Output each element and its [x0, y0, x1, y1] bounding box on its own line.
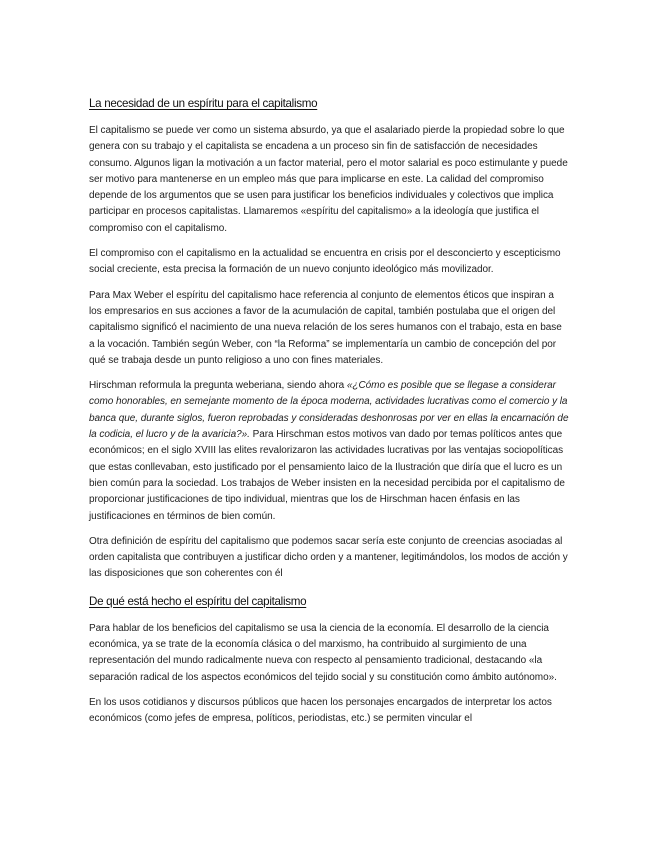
paragraph-hirschman [89, 378, 569, 525]
text-run: Para Hirschman estos motivos van dado por temas políticos antes que económicos; en el siglo XVIII las elites revalorizaron las actividades lucrativas por las ventajas sociopolíticas que estas conllevaban, esto justificado por el pensamiento laico de la Ilustración que diría que el lucro es un bien común para la sociedad. Los trabajos de Weber insisten en la necesidad percibida por el capitalismo de proporcionar justificaciones de tipo individual, mientras que los de Hirschman hacen énfasis en las justificaciones en términos de bien común. [89, 429, 565, 522]
paragraph: El compromiso con el capitalismo en la actualidad se encuentra en crisis por el desconcierto y escepticismo social creciente, esta precisa la formación de un nuevo conjunto ideológico más movilizador. [89, 248, 561, 276]
paragraph: El capitalismo se puede ver como un sistema absurdo, ya que el asalariado pierde la propiedad sobre lo que genera con su trabajo y el capitalista se encadena a un proceso sin fin de satisfacción de necesidades consumo. Algunos ligan la motivación a un factor material, pero el motor salarial es poco estimulante y puede ser motivo para mantenerse en un empleo más que para implicarse en este. La calidad del compromiso depende de los argumentos que se usen para justificar los beneficios individuales y colectivos que implica participar en procesos capitalistas. Llamaremos «espíritu del capitalismo» a la ideología que justifica el compromiso con el capitalismo. [89, 125, 568, 234]
paragraph: Otra definición de espíritu del capitalismo que podemos sacar sería este conjunto de creencias asociadas al orden capitalista que contribuyen a justificar dicho orden y a mantener, legitimándolos, los modos de acción y las disposiciones que son coherentes con él [89, 535, 568, 580]
section-title-necesidad: La necesidad de un espíritu para el capitalismo [89, 97, 318, 110]
paragraph: Para Max Weber el espíritu del capitalismo hace referencia al conjunto de elementos éticos que inspiran a los empresarios en sus acciones a favor de la acumulación de capital, también postulaba que el origen del capitalismo significó el nacimiento de una nueva relación de los seres humanos con el trabajo, esta en base a la vocación. También según Weber, con “la Reforma” se implementaría un cambio de concepción del por qué se trabaja desde un punto religioso a uno con fines materiales. [89, 289, 562, 366]
section-title-de-que-esta-hecho: De qué está hecho el espíritu del capitalismo [89, 594, 307, 608]
paragraph: En los usos cotidianos y discursos públicos que hacen los personajes encargados de interpretar los actos económicos (como jefes de empresa, políticos, periodistas, etc.) se permiten vincular el [89, 696, 552, 725]
text-run: Hirschman reformula la pregunta weberiana, siendo ahora [89, 380, 347, 392]
hirschman-quote: «¿Cómo es posible que se llegase a considerar como honorables, en semejante momento de la época moderna, actividades lucrativas como el comercio y la banca que, durante siglos, fueron reprobadas y consideradas deshonrosas por ver en ellas la encarnación de la codicia, el lucro y de la avaricia?». [89, 380, 569, 441]
document-page [89, 95, 569, 737]
paragraph: Para hablar de los beneficios del capitalismo se usa la ciencia de la economía. El desarrollo de la ciencia económica, ya se trate de la economía clásica o del marxismo, ha contribuido al surgimiento de una representación del mundo radicalmente nueva con respecto al pensamiento tradicional, destacando «la separación radical de los aspectos económicos del tejido social y su constitución como ámbito autónomo». [89, 622, 557, 683]
